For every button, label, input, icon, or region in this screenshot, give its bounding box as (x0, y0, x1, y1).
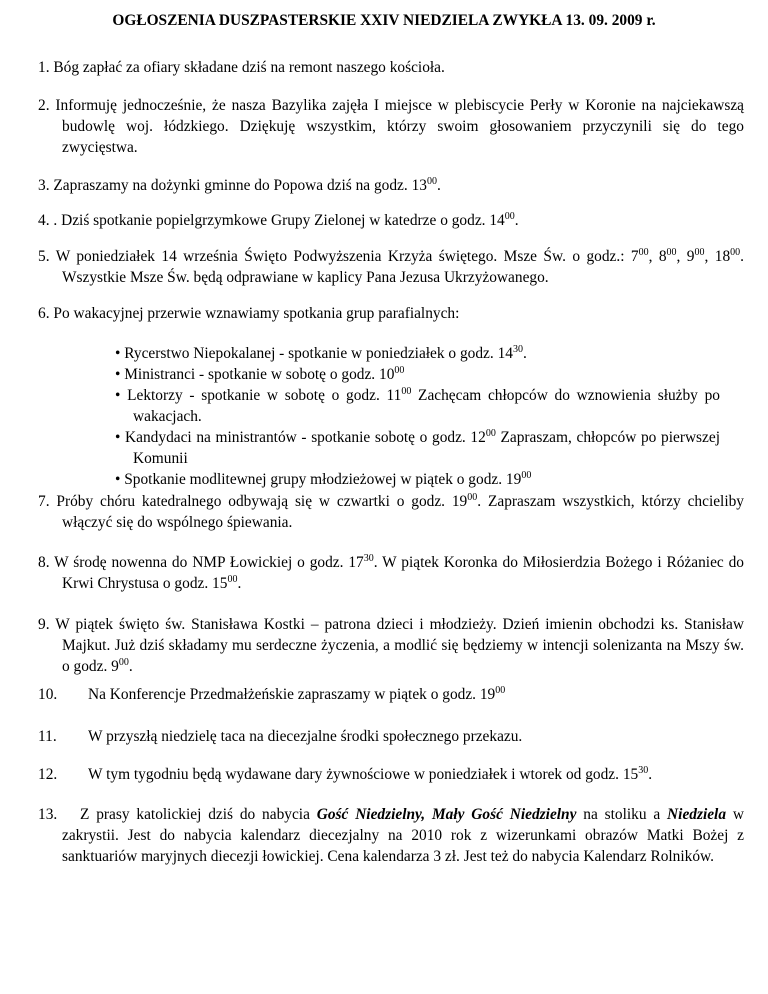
time-superscript: 00 (666, 247, 677, 258)
item-number: 3. (38, 177, 50, 194)
announcement-3 (38, 175, 744, 196)
item-text: Próby chóru katedralnego odbywają się w czwartki o godz. 19 (56, 493, 468, 510)
time-superscript: 00 (730, 247, 741, 258)
item-text: W piątek święto św. Stanisława Kostki – patrona dzieci i młodzieży. Dzień imienin obchodzi ks. Stanisław Majkut. Już dziś składamy mu serdeczne życzenia, a modlić się będziemy w intencji solenizanta na Mszy św. o godz. 9 (55, 616, 744, 675)
item-number: 1. (38, 59, 50, 76)
item-text: W przyszłą niedzielę taca na diecezjalne środki społecznego przekazu. (88, 728, 523, 745)
list-item (115, 364, 720, 385)
announcement-6 (38, 303, 744, 324)
time-superscript: 00 (495, 685, 506, 696)
bullet-text: • Rycerstwo Niepokalanej - spotkanie w poniedziałek o godz. 14 (115, 345, 513, 362)
time-superscript: 00 (467, 492, 478, 503)
item-text: Bóg zapłać za ofiary składane dziś na remont naszego kościoła. (53, 59, 445, 76)
item-text: Na Konferencje Przedmałżeńskie zapraszamy w piątek o godz. 19 (88, 686, 496, 703)
bullet-text: • Kandydaci na ministrantów - spotkanie sobotę o godz. 12 (115, 429, 486, 446)
item-text: w zakrystii. Jest do nabycia kalendarz diecezjalny na 2010 rok z wizerunkami obrazów Matki Bożej z sanktuariów maryjnych diecezji łowickiej. Cena kalendarza 3 zł. Jest też do nabycia Kalendarz Rolników. (62, 806, 744, 865)
bullet-text-end: Zapraszam, chłopców po pierwszej Komunii (133, 429, 720, 467)
time-superscript: 30 (512, 344, 523, 355)
announcement-2 (38, 95, 744, 158)
item-text: . W piątek Koronka do Miłosierdzia Bożego i Różaniec do Krwi Chrystusa o godz. 15 (62, 554, 744, 592)
time-superscript: 00 (227, 574, 238, 585)
time-superscript: 00 (401, 386, 412, 397)
announcement-12 (38, 764, 744, 785)
announcement-1 (38, 57, 744, 78)
time-superscript: 00 (504, 211, 515, 222)
time-superscript: 00 (394, 365, 405, 376)
time-superscript: 00 (118, 657, 129, 668)
time-superscript: 00 (485, 428, 496, 439)
item-number: 12. (38, 766, 58, 783)
list-item (115, 343, 720, 364)
time-superscript: 00 (426, 176, 437, 187)
item-text: Po wakacyjnej przerwie wznawiamy spotkania grup parafialnych: (53, 305, 460, 322)
time-superscript: 00 (694, 247, 705, 258)
item-text: Informuję jednocześnie, że nasza Bazylika zajęła I miejsce w plebiscycie Perły w Koronie na najciekawszą budowlę woj. łódzkiego. Dziękuję wszystkim, którzy swoim głosowaniem przyczynili się do tego zwycięstwa. (55, 97, 744, 156)
item-text: Zapraszamy na dożynki gminne do Popowa dziś na godz. 13 (53, 177, 427, 194)
announcement-5 (38, 246, 744, 288)
announcement-7 (38, 491, 744, 533)
item-number: 9. (38, 616, 50, 633)
parish-groups-list (115, 343, 720, 490)
page-title: OGŁOSZENIA DUSZPASTERSKIE XXIV NIEDZIELA ZWYKŁA 13. 09. 2009 r. (112, 12, 656, 29)
magazine-title-niedziela: Niedziela (667, 806, 727, 823)
item-text-end: . (436, 177, 441, 194)
item-number: 10. (38, 686, 58, 703)
item-text: , 9 (676, 248, 695, 265)
item-number: 8. (38, 554, 50, 571)
bullet-text: • Lektorzy - spotkanie w sobotę o godz. 11 (115, 387, 402, 404)
announcement-8 (38, 552, 744, 594)
announcement-11 (38, 726, 744, 747)
item-text: . (237, 575, 242, 592)
item-number: 4. (38, 212, 50, 229)
time-superscript: 00 (521, 470, 532, 481)
item-text-end: . (648, 766, 653, 783)
item-text: , 18 (704, 248, 731, 265)
bullet-text: • Ministranci - spotkanie w sobotę o godz. 10 (115, 366, 395, 383)
item-text: , 8 (648, 248, 667, 265)
announcement-9 (38, 614, 744, 677)
time-superscript: 30 (363, 553, 374, 564)
item-text: W środę nowenna do NMP Łowickiej o godz. 17 (54, 554, 364, 571)
list-item (115, 385, 720, 427)
item-text: W tym tygodniu będą wydawane dary żywnościowe w poniedziałek i wtorek od godz. 15 (88, 766, 639, 783)
announcement-10 (38, 684, 744, 705)
item-text: Z prasy katolickiej dziś do nabycia (80, 806, 317, 823)
item-text-end: . (514, 212, 519, 229)
item-number: 7. (38, 493, 50, 510)
item-number: 2. (38, 97, 50, 114)
item-text: . Wszystkie Msze Św. będą odprawiane w kaplicy Pana Jezusa Ukrzyżowanego. (62, 248, 745, 286)
time-superscript: 00 (638, 247, 649, 258)
item-text: . Dziś spotkanie popielgrzymkowe Grupy Zielonej w katedrze o godz. 14 (53, 212, 505, 229)
announcement-13 (38, 804, 744, 867)
item-text-end: . Zapraszam wszystkich, którzy chcieliby włączyć się do wspólnego śpiewania. (62, 493, 745, 531)
item-text: na stoliku a (576, 806, 668, 823)
bullet-text-end: . (522, 345, 527, 362)
list-item (115, 469, 720, 490)
announcement-4 (38, 210, 744, 231)
item-text: W poniedziałek 14 września Święto Podwyższenia Krzyża świętego. Msze Św. o godz.: 7 (55, 248, 639, 265)
magazine-titles: Gość Niedzielny, Mały Gość Niedzielny (316, 806, 577, 823)
bullet-text: • Spotkanie modlitewnej grupy młodzieżowej w piątek o godz. 19 (115, 471, 522, 488)
item-number: 5. (38, 248, 50, 265)
time-superscript: 30 (638, 765, 649, 776)
list-item (115, 427, 720, 469)
item-number: 13. (38, 806, 58, 823)
item-number: 6. (38, 305, 50, 322)
item-number: 11. (38, 728, 57, 745)
item-text-end: . (128, 658, 133, 675)
bullet-text-end: Zachęcam chłopców do wznowienia służby po wakacjach. (133, 387, 720, 425)
